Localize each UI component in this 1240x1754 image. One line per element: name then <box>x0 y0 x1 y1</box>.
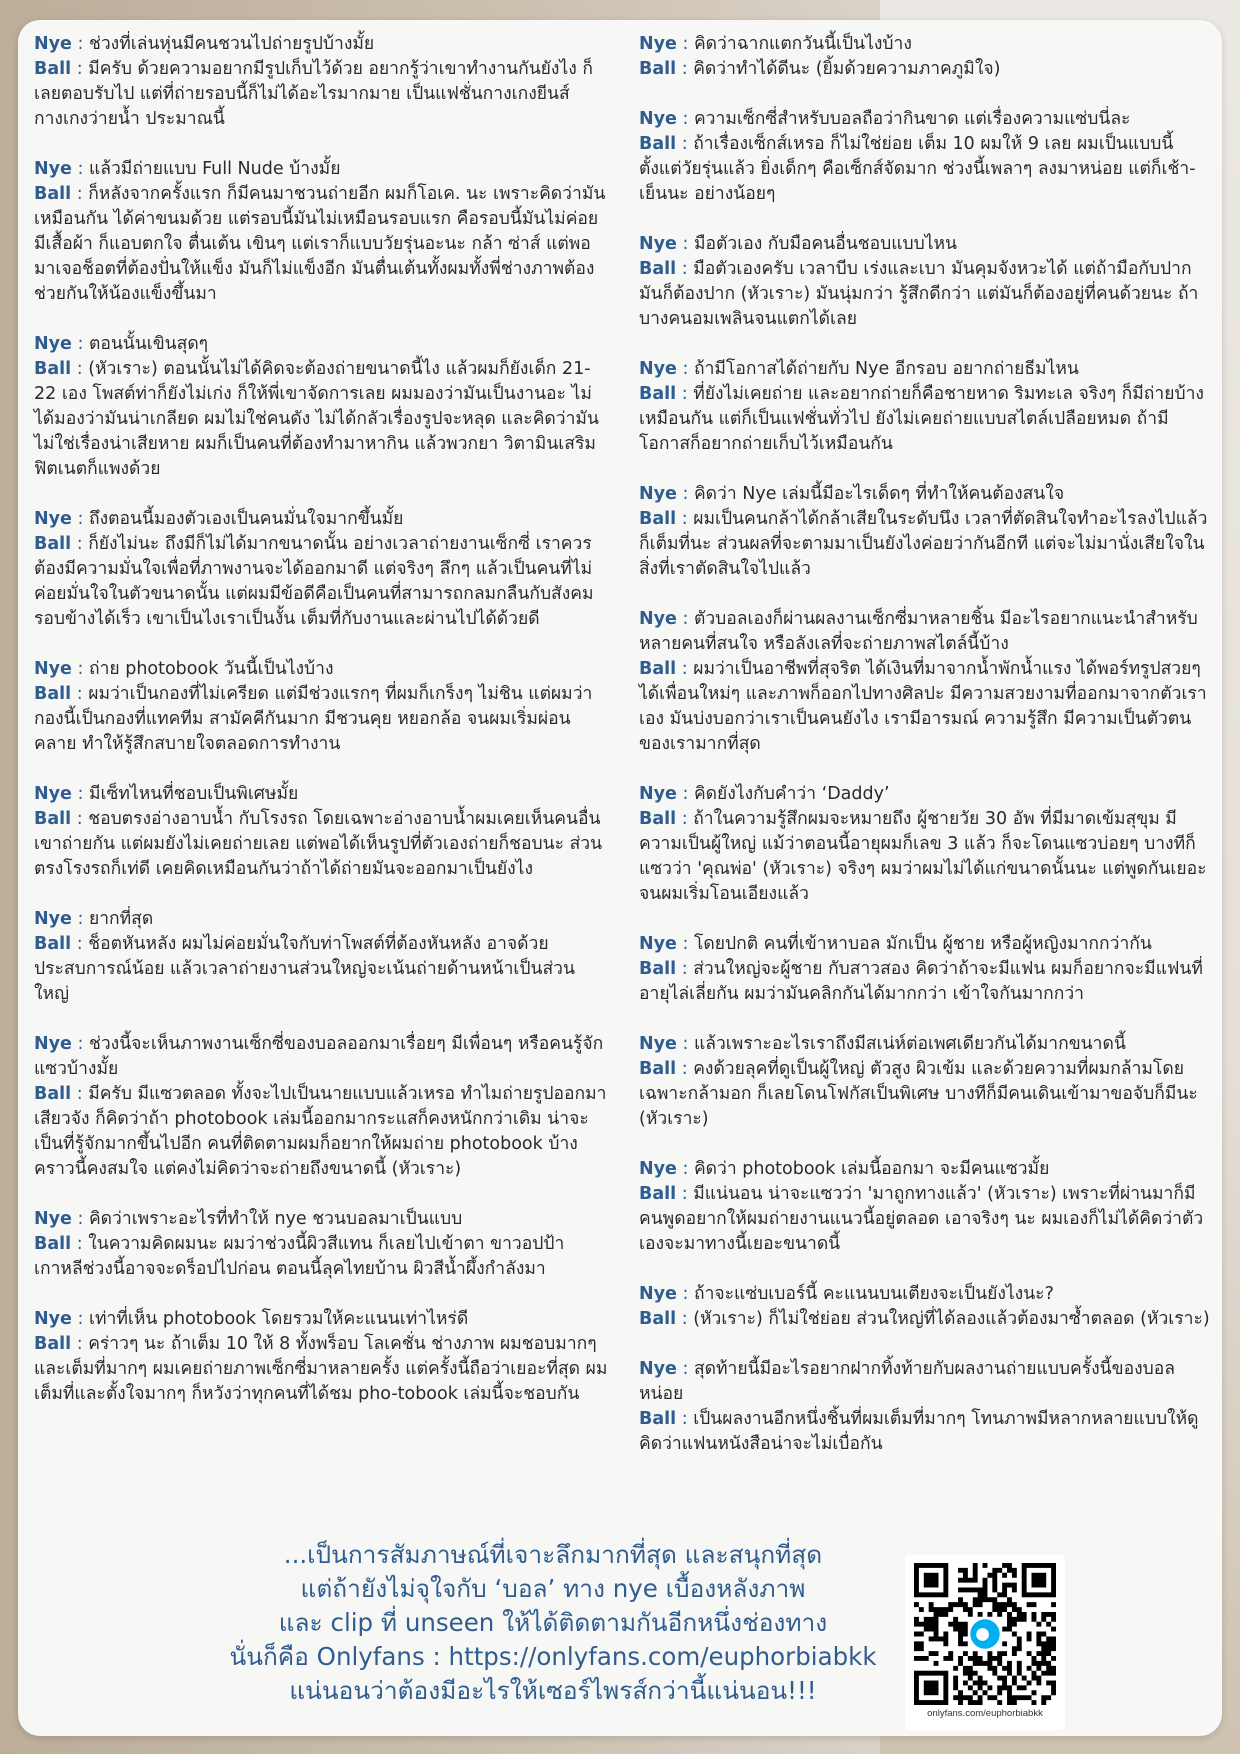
question-text: ความเซ็กซี่สำหรับบอลถือว่ากินขาด แต่เรื่องความแซ่บนี่ละ <box>693 109 1131 129</box>
interviewer-label: Nye <box>34 784 72 804</box>
interviewer-label: Nye <box>639 609 677 629</box>
label-separator: : <box>676 659 694 679</box>
answer-text: ชอบตรงอ่างอาบน้ำ กับโรงรถ โดยเฉพาะอ่างอาบน้ำผมเคยเห็นคนอื่นเขาถ่ายกัน แต่ผมยังไม่เคยถ่ายเลย แต่พอได้เห็นรูปที่ตัวเองถ่ายก็ชอบนะ ส่วนตรงโรงรถก็เท่ดี เคยคิดเหมือนกันว่าถ้าได้ถ่ายมันจะออกมาเป็นยังไง <box>34 809 603 879</box>
label-separator: : <box>71 534 89 554</box>
label-separator: : <box>676 1284 694 1304</box>
answer-text: คร่าวๆ นะ ถ้าเต็ม 10 ให้ 8 ทั้งพร็อบ โลเคชั่น ช่างภาพ ผมชอบมากๆ และเต็มที่มากๆ ผมเคยถ่ายภาพเซ็กซี่มาหลายครั้ง แต่ครั้งนี้ถือว่าเยอะที่สุด ผมเต็มที่และตั้งใจมากๆ ก็หวังว่าทุกคนที่ได้ชม pho-tobook เล่มนี้จะชอบกัน <box>34 1334 608 1404</box>
answer-text: ถ้าในความรู้สึกผมจะหมายถึง ผู้ชายวัย 30 อัพ ที่มีมาดเข้มสุขุม มีความเป็นผู้ใหญ่ แม้ว่าตอนนี้อายุผมก็เลข 3 แล้ว ก็จะโดนแซวบ่อยๆ บางทีก็แซวว่า 'คุณพ่อ' (หัวเราะ) จริงๆ ผมว่าผมไม่ได้แก่ขนาดนั้นนะ แต่พูดกันเยอะจนผมเริ่มโอนเอียงแล้ว <box>639 809 1207 904</box>
answer <box>34 682 609 757</box>
interviewer-label: Nye <box>639 234 677 254</box>
answer <box>639 1057 1214 1132</box>
answer-text: ที่ยังไม่เคยถ่าย และอยากถ่ายก็คือชายหาด ริมทะเล จริงๆ ก็มีถ่ายบ้างเหมือนกัน แต่ก็เป็นแฟชั่นทั่วไป ยังไม่เคยถ่ายแบบสไตล์เปลือยหมด ถ้ามีโอกาสก็อยากถ่ายเก็บไว้เหมือนกัน <box>639 384 1204 454</box>
answer <box>34 1082 609 1182</box>
interviewee-label: Ball <box>34 359 72 379</box>
label-separator: : <box>676 1309 694 1329</box>
question <box>639 1032 1214 1057</box>
interviewer-label: Nye <box>639 1159 677 1179</box>
label-separator: : <box>71 809 89 829</box>
answer <box>639 1182 1214 1257</box>
question <box>34 157 609 182</box>
qa-item <box>34 1207 609 1282</box>
question <box>639 1282 1214 1307</box>
label-separator: : <box>71 359 89 379</box>
answer-text: ช็อตหันหลัง ผมไม่ค่อยมั่นใจกับท่าโพสต์ที่ต้องหันหลัง อาจด้วยประสบการณ์น้อย แล้วเวลาถ่ายงานส่วนใหญ่จะเน้นถ่ายด้านหน้าเป็นส่วนใหญ่ <box>34 934 575 1004</box>
label-separator: : <box>676 1359 694 1379</box>
qr-code-icon <box>914 1563 1056 1705</box>
interviewee-label: Ball <box>639 809 677 829</box>
interviewee-label: Ball <box>34 184 72 204</box>
qa-item <box>34 32 609 132</box>
interviewee-label: Ball <box>639 509 677 529</box>
answer <box>639 1307 1214 1332</box>
question <box>639 782 1214 807</box>
closing-line: แน่นอนว่าต้องมีอะไรให้เซอร์ไพรส์กว่านี้แน่นอน!!! <box>289 1676 817 1705</box>
label-separator: : <box>676 359 694 379</box>
answer <box>639 657 1214 757</box>
label-separator: : <box>676 1184 694 1204</box>
answer <box>639 807 1214 907</box>
interview-columns <box>34 32 1214 1532</box>
question <box>639 357 1214 382</box>
qa-item <box>639 1282 1214 1332</box>
answer <box>639 132 1214 207</box>
answer <box>639 257 1214 332</box>
question-text: ถึงตอนนี้มองตัวเองเป็นคนมั่นใจมากขึ้นมั้ย <box>88 509 404 529</box>
question <box>639 932 1214 957</box>
closing-line: ...เป็นการสัมภาษณ์ที่เจาะลึกมากที่สุด และสนุกที่สุด <box>283 1540 823 1569</box>
label-separator: : <box>676 34 694 54</box>
interviewer-label: Nye <box>34 1209 72 1229</box>
interviewer-label: Nye <box>639 784 677 804</box>
question <box>639 107 1214 132</box>
question <box>639 32 1214 57</box>
qa-item <box>34 657 609 757</box>
interviewer-label: Nye <box>639 484 677 504</box>
qa-item <box>639 782 1214 907</box>
interviewee-label: Ball <box>639 134 677 154</box>
interviewee-label: Ball <box>639 259 677 279</box>
interviewee-label: Ball <box>34 1234 72 1254</box>
answer-text: ถ้าเรื่องเซ็กส์เหรอ ก็ไม่ใช่ย่อย เต็ม 10 ผมให้ 9 เลย ผมเป็นแบบนี้ตั้งแต่วัยรุ่นแล้ว ยิ่งเด็กๆ คือเซ็กส์จัดมาก ช่วงนี้เพลาๆ ลงมาหน่อย แต่ก็เช้า-เย็นนะ อย่างน้อยๆ <box>639 134 1196 204</box>
question <box>639 607 1214 657</box>
label-separator: : <box>71 1234 89 1254</box>
question <box>34 907 609 932</box>
interviewee-label: Ball <box>639 59 677 79</box>
question-text: คิดว่า photobook เล่มนี้ออกมา จะมีคนแซวมั้ย <box>693 1159 1050 1179</box>
label-separator: : <box>676 934 694 954</box>
answer-text: ในความคิดผมนะ ผมว่าช่วงนี้ผิวสีแทน ก็เลยไปเข้าตา ขาวอปป้าเกาหลีช่วงนี้อาจจะดร็อปไปก่อน ตอนนี้ลุคไทยบ้าน ผิวสีน้ำผึ้งกำลังมา <box>34 1234 565 1279</box>
label-separator: : <box>71 1309 89 1329</box>
interviewer-label: Nye <box>639 34 677 54</box>
onlyfans-link[interactable]: นั่นก็คือ Onlyfans : https://onlyfans.com/euphorbiabkk <box>229 1642 877 1671</box>
qa-item <box>639 1157 1214 1257</box>
qa-item <box>639 607 1214 757</box>
label-separator: : <box>676 809 694 829</box>
answer-text: ผมเป็นคนกล้าได้กล้าเสียในระดับนึง เวลาที่ตัดสินใจทำอะไรลงไปแล้ว ก็เต็มที่นะ ส่วนผลที่จะตามมาเป็นยังไงค่อยว่ากันอีกที แต่จะไม่มานั่งเสียใจในสิ่งที่เราตัดสินใจไปแล้ว <box>639 509 1208 579</box>
qa-item <box>639 357 1214 457</box>
interviewer-label: Nye <box>639 934 677 954</box>
qa-item <box>34 1307 609 1407</box>
question <box>34 332 609 357</box>
qa-item <box>639 232 1214 332</box>
interviewer-label: Nye <box>639 109 677 129</box>
label-separator: : <box>71 784 89 804</box>
question <box>34 1032 609 1082</box>
label-separator: : <box>676 1034 694 1054</box>
answer <box>34 182 609 307</box>
label-separator: : <box>71 934 89 954</box>
interviewee-label: Ball <box>34 809 72 829</box>
label-separator: : <box>676 59 694 79</box>
label-separator: : <box>71 34 89 54</box>
label-separator: : <box>71 1334 89 1354</box>
label-separator: : <box>676 384 694 404</box>
interviewer-label: Nye <box>34 509 72 529</box>
interviewer-label: Nye <box>639 359 677 379</box>
question-text: ถ่าย photobook วันนี้เป็นไงบ้าง <box>88 659 334 679</box>
qa-item <box>34 157 609 307</box>
answer-text: ผมว่าเป็นอาชีพที่สุจริต ได้เงินที่มาจากน้ำพักน้ำแรง ได้พอร์ทรูปสวยๆ ได้เพื่อนใหม่ๆ และภาพก็ออกไปทางศิลปะ มีความสวยงามที่ออกมาจากตัวเราเอง มันบ่งบอกว่าเราเป็นคนยังไง เรามีอารมณ์ ความรู้สึก มีความเป็นตัวตนของเรามากที่สุด <box>639 659 1207 754</box>
answer <box>34 1232 609 1282</box>
question-text: ตัวบอลเองก็ผ่านผลงานเซ็กซี่มาหลายชิ้น มีอะไรอยากแนะนำสำหรับหลายคนที่สนใจ หรือลังเลที่จะถ่ายภาพสไตล์นี้บ้าง <box>639 609 1198 654</box>
answer-text: ส่วนใหญ่จะผู้ชาย กับสาวสอง คิดว่าถ้าจะมีแฟน ผมก็อยากจะมีแฟนที่อายุไล่เลี่ยกัน ผมว่ามันคลิกกันได้มากกว่า เข้าใจกันมากกว่า <box>639 959 1203 1004</box>
answer-text: มือตัวเองครับ เวลาบีบ เร่งและเบา มันคุมจังหวะได้ แต่ถ้ามือกับปาก มันก็ต้องปาก (หัวเราะ) มันนุ่มกว่า รู้สึกดีกว่า แต่มันก็ต้องอยู่ที่คนด้วยนะ ถ้าบางคนอมเพลินจนแตกได้เลย <box>639 259 1199 329</box>
question <box>34 657 609 682</box>
closing-line: และ clip ที่ unseen ให้ได้ติดตามกันอีกหนึ่งช่องทาง <box>278 1608 828 1637</box>
question-text: สุดท้ายนี้มีอะไรอยากฝากทิ้งท้ายกับผลงานถ่ายแบบครั้งนี้ของบอลหน่อย <box>639 1359 1175 1404</box>
interviewer-label: Nye <box>34 1034 72 1054</box>
question <box>639 1357 1214 1407</box>
label-separator: : <box>676 509 694 529</box>
qr-code[interactable] <box>905 1555 1065 1730</box>
question-text: ช่วงนี้จะเห็นภาพงานเซ็กซี่ของบอลออกมาเรื่อยๆ มีเพื่อนๆ หรือคนรู้จักแซวบ้างมั้ย <box>34 1034 604 1079</box>
question-text: คิดยังไงกับคำว่า ‘Daddy’ <box>693 784 890 804</box>
qr-url: onlyfans.com/euphorbiabkk <box>927 1708 1043 1719</box>
question <box>34 782 609 807</box>
interviewee-label: Ball <box>34 1084 72 1104</box>
answer <box>34 357 609 482</box>
label-separator: : <box>676 109 694 129</box>
answer-text: คงด้วยลุคที่ดูเป็นผู้ใหญ่ ตัวสูง ผิวเข้ม และด้วยความที่ผมกล้ามโดยเฉพาะกล้ามอก ก็เลยโดนโฟกัสเป็นพิเศษ บางทีก็มีคนเดินเข้ามาขอจับก็มีนะ (หัวเราะ) <box>639 1059 1198 1129</box>
qa-item <box>639 932 1214 1007</box>
qa-item <box>639 32 1214 82</box>
interview-card <box>18 20 1222 1736</box>
interviewer-label: Nye <box>34 34 72 54</box>
label-separator: : <box>71 1034 89 1054</box>
answer-text: มีแน่นอน น่าจะแซวว่า 'มาถูกทางแล้ว' (หัวเราะ) เพราะที่ผ่านมาก็มีคนพูดอยากให้ผมถ่ายงานแนวนี้อยู่ตลอด เอาจริงๆ นะ ผมเองก็ไม่ได้คิดว่าตัวเองจะมาทางนี้เยอะขนาดนี้ <box>639 1184 1204 1254</box>
label-separator: : <box>71 659 89 679</box>
interviewee-label: Ball <box>639 659 677 679</box>
label-separator: : <box>71 909 89 929</box>
qa-item <box>639 1032 1214 1132</box>
answer <box>639 507 1214 582</box>
question-text: มีเซ็ทไหนที่ชอบเป็นพิเศษมั้ย <box>88 784 299 804</box>
question <box>34 1207 609 1232</box>
question-text: โดยปกติ คนที่เข้าหาบอล มักเป็น ผู้ชาย หรือผู้หญิงมากกว่ากัน <box>693 934 1152 954</box>
question-text: ถ้ามีโอกาสได้ถ่ายกับ Nye อีกรอบ อยากถ่ายธีมไหน <box>693 359 1079 379</box>
qa-item <box>639 482 1214 582</box>
label-separator: : <box>676 1159 694 1179</box>
interviewer-label: Nye <box>639 1284 677 1304</box>
label-separator: : <box>71 1084 89 1104</box>
answer <box>34 932 609 1007</box>
question-text: ตอนนั้นเขินสุดๆ <box>88 334 209 354</box>
question-text: ยากที่สุด <box>88 909 154 929</box>
answer <box>639 382 1214 457</box>
interviewee-label: Ball <box>34 684 72 704</box>
answer-text: มีครับ ด้วยความอยากมีรูปเก็บไว้ด้วย อยากรู้ว่าเขาทำงานกันยังไง ก็เลยตอบรับไป แต่ที่ถ่ายรอบนี้ก็ไม่ได้อะไรมากมาย เป็นแฟชั่นกางเกงยีนส์ กางเกงว่ายน้ำ ประมาณนี้ <box>34 59 593 129</box>
right-column <box>639 32 1214 1532</box>
label-separator: : <box>71 334 89 354</box>
answer-text: มีครับ มีแซวตลอด ทั้งจะไปเป็นนายแบบแล้วเหรอ ทำไมถ่ายรูปออกมาเสียวจัง ก็คิดว่าถ้า photobook เล่มนี้ออกมากระแสก็คงหนักกว่าเดิม น่าจะเป็นที่รู้จักมากขึ้นไปอีก คนที่ติดตามผมก็อยากให้ผมถ่าย photobook บ้าง คราวนี้คงสมใจ แต่คงไม่คิดว่าจะถ่ายถึงขนาดนี้ (หัวเราะ) <box>34 1084 607 1179</box>
interviewer-label: Nye <box>34 159 72 179</box>
answer <box>34 532 609 632</box>
question-text: คิดว่าฉากแตกวันนี้เป็นไงบ้าง <box>693 34 912 54</box>
interviewer-label: Nye <box>34 334 72 354</box>
qa-item <box>639 107 1214 207</box>
label-separator: : <box>676 1409 694 1429</box>
interviewer-label: Nye <box>639 1359 677 1379</box>
label-separator: : <box>676 784 694 804</box>
question <box>34 1307 609 1332</box>
qa-item <box>34 507 609 632</box>
question <box>34 507 609 532</box>
question <box>639 232 1214 257</box>
label-separator: : <box>71 59 89 79</box>
answer-text: (หัวเราะ) ตอนนั้นไม่ได้คิดจะต้องถ่ายขนาดนี้ไง แล้วผมก็ยังเด็ก 21-22 เอง โพสต์ท่าก็ยังไม่เก่ง ก็ให้พี่เขาจัดการเลย ผมมองว่ามันเป็นงานอะ ไม่ได้มองว่ามันน่าเกลียด ผมไม่ใช่คนดัง ไม่ได้กลัวเรื่องรูปจะหลุด และคิดว่ามันไม่ใช่เรื่องน่าเสียหาย ผมก็เป็นคนที่ต้องทำมาหากิน แล้วพวกยา วิตามินเสริมฟิตเนตก็แพงด้วย <box>34 359 599 479</box>
question-text: คิดว่าเพราะอะไรที่ทำให้ nye ชวนบอลมาเป็นแบบ <box>88 1209 463 1229</box>
answer-text: ก็ยังไม่นะ ถึงมีก็ไม่ได้มากขนาดนั้น อย่างเวลาถ่ายงานเซ็กซี่ เราควรต้องมีความมั่นใจเพื่อที่ภาพงานจะได้ออกมาดี แต่จริงๆ ลึกๆ แล้วเป็นคนที่ไม่ค่อยมั่นใจในตัวขนาดนั้น แต่ผมมีข้อดีคือเป็นคนที่สามารถกลมกลืนกับสังคมรอบข้างได้เร็ว เขาเป็นไงเราเป็นงั้น เต็มที่กับงานและผ่านไปได้ด้วยดี <box>34 534 594 629</box>
interviewee-label: Ball <box>639 384 677 404</box>
answer-text: เป็นผลงานอีกหนึ่งชิ้นที่ผมเต็มที่มากๆ โทนภาพมีหลากหลายแบบให้ดู คิดว่าแฟนหนังสือน่าจะไม่เบื่อกัน <box>639 1409 1199 1454</box>
answer <box>34 57 609 132</box>
question-text: ถ้าจะแซ่บเบอร์นี้ คะแนนบนเตียงจะเป็นยังไงนะ? <box>693 1284 1054 1304</box>
label-separator: : <box>71 684 89 704</box>
question-text: แล้วมีถ่ายแบบ Full Nude บ้างมั้ย <box>88 159 341 179</box>
question <box>34 32 609 57</box>
label-separator: : <box>676 959 694 979</box>
interviewee-label: Ball <box>639 959 677 979</box>
qa-item <box>34 907 609 1007</box>
interviewer-label: Nye <box>34 1309 72 1329</box>
label-separator: : <box>676 609 694 629</box>
answer <box>34 807 609 882</box>
interviewer-label: Nye <box>34 659 72 679</box>
question <box>639 1157 1214 1182</box>
label-separator: : <box>71 1209 89 1229</box>
answer-text: (หัวเราะ) ก็ไม่ใช่ย่อย ส่วนใหญ่ที่ได้ลองแล้วต้องมาซ้ำตลอด (หัวเราะ) <box>693 1309 1210 1329</box>
label-separator: : <box>676 259 694 279</box>
question-text: แล้วเพราะอะไรเราถึงมีสเน่ห์ต่อเพศเดียวกันได้มากขนาดนี้ <box>693 1034 1126 1054</box>
question-text: ช่วงที่เล่นหุ่นมีคนชวนไปถ่ายรูปบ้างมั้ย <box>88 34 375 54</box>
interviewee-label: Ball <box>34 59 72 79</box>
answer <box>34 1332 609 1407</box>
interviewee-label: Ball <box>639 1059 677 1079</box>
interviewer-label: Nye <box>34 909 72 929</box>
qa-item <box>34 782 609 882</box>
qa-item <box>34 332 609 482</box>
closing-message <box>138 1538 968 1708</box>
label-separator: : <box>676 484 694 504</box>
answer <box>639 957 1214 1007</box>
label-separator: : <box>676 1059 694 1079</box>
closing-line: แต่ถ้ายังไม่จุใจกับ ‘บอล’ ทาง nye เบื้องหลังภาพ <box>300 1574 806 1603</box>
answer-text: คิดว่าทำได้ดีนะ (ยิ้มด้วยความภาคภูมิใจ) <box>693 59 1001 79</box>
answer <box>639 1407 1214 1457</box>
qa-item <box>34 1032 609 1182</box>
question-text: เท่าที่เห็น photobook โดยรวมให้คะแนนเท่าไหร่ดี <box>88 1309 469 1329</box>
interviewee-label: Ball <box>639 1309 677 1329</box>
answer <box>639 57 1214 82</box>
interviewer-label: Nye <box>639 1034 677 1054</box>
question-text: คิดว่า Nye เล่มนี้มีอะไรเด็ดๆ ที่ทำให้คนต้องสนใจ <box>693 484 1065 504</box>
label-separator: : <box>676 134 694 154</box>
interviewee-label: Ball <box>34 1334 72 1354</box>
answer-text: ก็หลังจากครั้งแรก ก็มีคนมาชวนถ่ายอีก ผมก็โอเค. นะ เพราะคิดว่ามันเหมือนกัน ได้ค่าขนมด้วย แต่รอบนี้มันไม่เหมือนรอบแรก คือรอบนี้มันไม่ค่อยมีเสื้อผ้า ก็แอบตกใจ ตื่นเต้น เขินๆ แต่เราก็แบบวัยรุ่นอะนะ กล้า ซ่าส์ แต่พอมาเจอช็อตที่ต้องปั่นให้แข็ง มันก็ไม่แข็งอีก มันตื่นเต้นทั้งผมทั้งพี่ช่างภาพต้องช่วยกันให้น้องแข็งขึ้นมา <box>34 184 606 304</box>
label-separator: : <box>71 184 89 204</box>
label-separator: : <box>71 159 89 179</box>
label-separator: : <box>676 234 694 254</box>
label-separator: : <box>71 509 89 529</box>
question <box>639 482 1214 507</box>
answer-text: ผมว่าเป็นกองที่ไม่เครียด แต่มีช่วงแรกๆ ที่ผมก็เกร็งๆ ไม่ชิน แต่ผมว่ากองนี้เป็นกองที่แทคทีม สามัคคีกันมาก มีชวนคุย หยอกล้อ จนผมเริ่มผ่อนคลาย ทำให้รู้สึกสบายใจตลอดการทำงาน <box>34 684 593 754</box>
left-column <box>34 32 609 1532</box>
qa-item <box>639 1357 1214 1457</box>
interviewee-label: Ball <box>639 1409 677 1429</box>
interviewee-label: Ball <box>34 934 72 954</box>
question-text: มือตัวเอง กับมือคนอื่นชอบแบบไหน <box>693 234 957 254</box>
interviewee-label: Ball <box>34 534 72 554</box>
interviewee-label: Ball <box>639 1184 677 1204</box>
